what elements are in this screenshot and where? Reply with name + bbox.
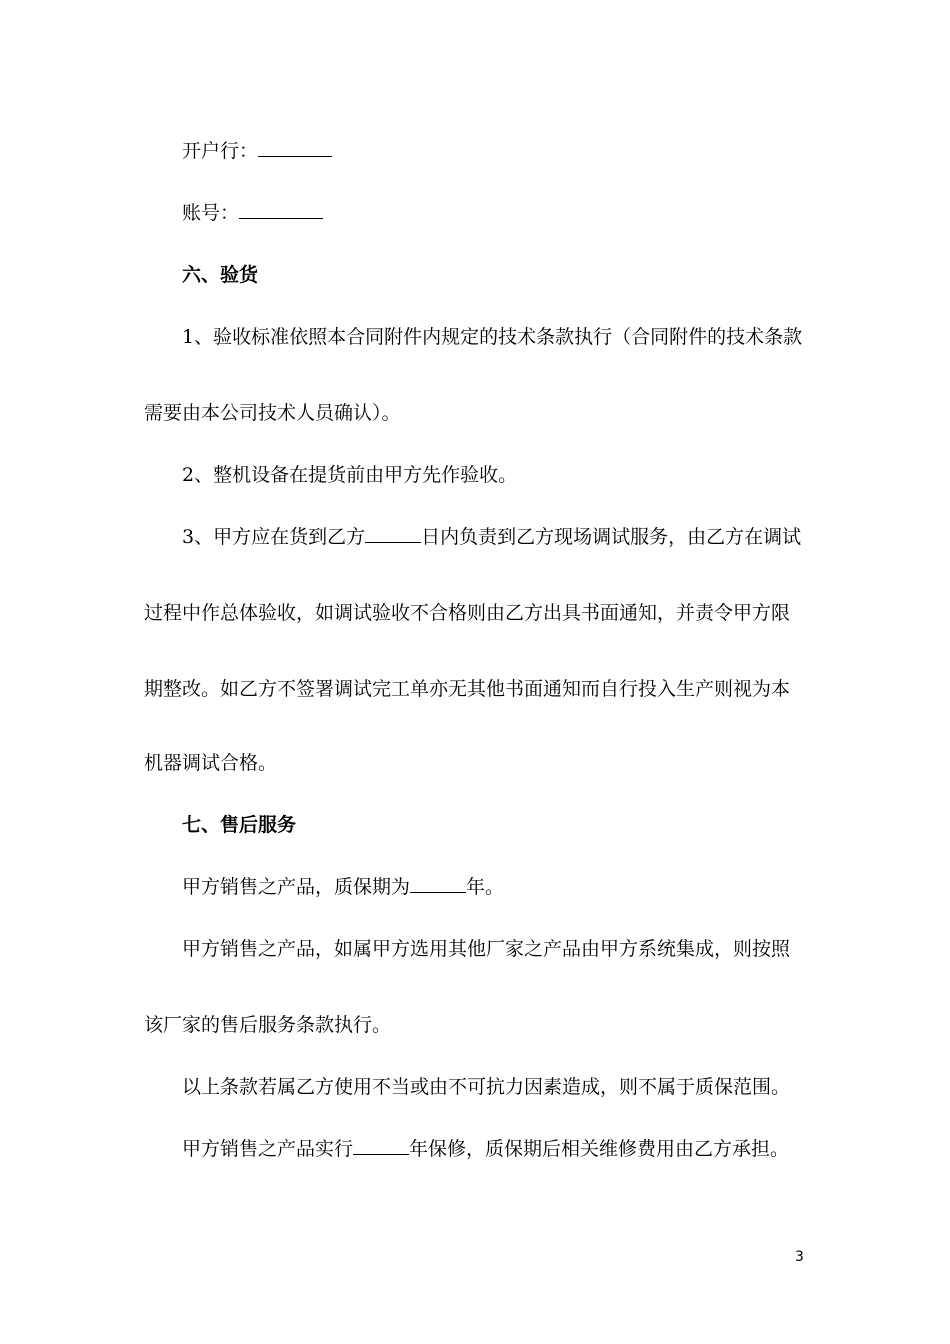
p1-text-b: 年。 xyxy=(466,876,505,898)
section6-item3-line4: 机器调试合格。 xyxy=(144,752,278,774)
section6-item3-line1 xyxy=(182,524,801,550)
section6-item1-line1 xyxy=(182,324,802,350)
account-line xyxy=(182,200,323,226)
item3-number: 3 xyxy=(182,526,195,548)
bank-label: 开户行： xyxy=(182,140,259,162)
bank-line xyxy=(182,138,332,164)
days-blank[interactable] xyxy=(365,524,421,543)
item3-text-a2: 日内负责到乙方现场调试服务，由乙方在调试 xyxy=(421,526,802,548)
repair-years-blank[interactable] xyxy=(353,1136,409,1155)
p4-text-b: 年保修，质保期后相关维修费用由乙方承担。 xyxy=(409,1138,790,1160)
bank-blank[interactable] xyxy=(258,138,332,157)
account-label: 账号： xyxy=(182,202,240,224)
p4-text-a: 甲方销售之产品实行 xyxy=(182,1138,354,1160)
section7-p1 xyxy=(182,874,504,900)
section7-p4 xyxy=(182,1136,789,1162)
section6-item2 xyxy=(182,462,517,488)
section7-p2-line1: 甲方销售之产品，如属甲方选用其他厂家之产品由甲方系统集成，则按照 xyxy=(182,938,791,960)
item1-number: 1 xyxy=(182,326,195,348)
item2-number: 2 xyxy=(182,464,195,486)
section7-p2-line2: 该厂家的售后服务条款执行。 xyxy=(144,1014,392,1036)
warranty-years-blank[interactable] xyxy=(410,874,466,893)
section7-p3: 以上条款若属乙方使用不当或由不可抗力因素造成，则不属于质保范围。 xyxy=(182,1076,791,1098)
page-number: 3 xyxy=(795,1249,804,1265)
item3-text-a: 、甲方应在货到乙方 xyxy=(194,526,366,548)
p1-text-a: 甲方销售之产品，质保期为 xyxy=(182,876,411,898)
section6-item3-line2: 过程中作总体验收，如调试验收不合格则由乙方出具书面通知，并责令甲方限 xyxy=(144,602,791,624)
account-blank[interactable] xyxy=(239,200,323,219)
item1-text: 、验收标准依照本合同附件内规定的技术条款执行（合同附件的技术条款 xyxy=(194,326,803,348)
section6-item3-line3: 期整改。如乙方不签署调试完工单亦无其他书面通知而自行投入生产则视为本 xyxy=(144,678,791,700)
item2-text: 、整机设备在提货前由甲方先作验收。 xyxy=(194,464,518,486)
section7-title: 七、售后服务 xyxy=(182,814,297,836)
section6-title: 六、验货 xyxy=(182,264,259,286)
section6-item1-line2: 需要由本公司技术人员确认）。 xyxy=(144,402,401,424)
